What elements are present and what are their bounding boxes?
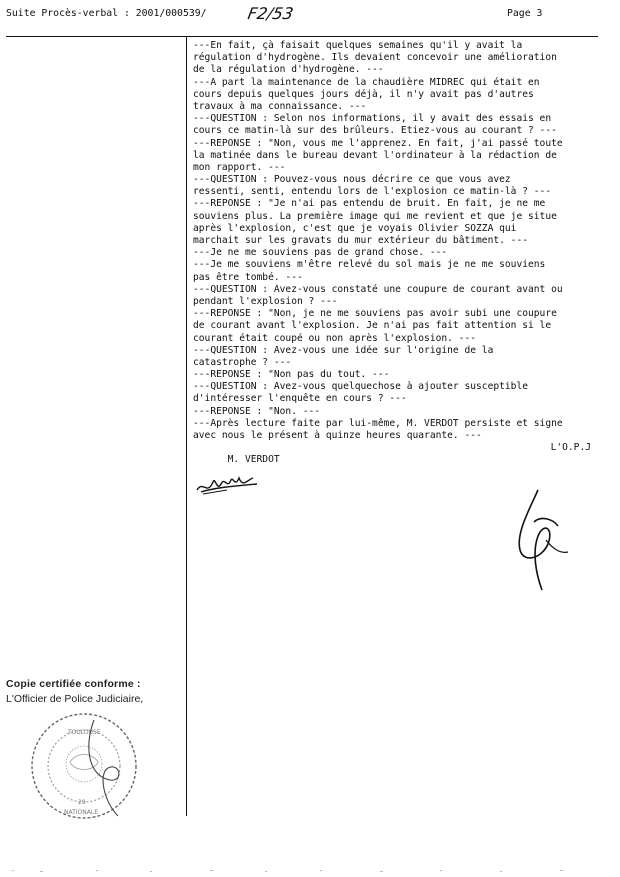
statement-line: avec nous le présent à quinze heures quarante. --- (193, 430, 482, 441)
statement-line: catastrophe ? --- (193, 356, 292, 368)
scan-noise (0, 868, 620, 874)
statement-line: de la régulation d'hydrogène. --- (193, 64, 384, 76)
statement-line: ---REPONSE : "Non, vous me l'apprenez. En fait, j'ai passé toute (193, 137, 563, 149)
statement-line: ---REPONSE : "Non, je ne me souviens pas avoir subi une coupure (193, 308, 557, 320)
svg-text:29: 29 (78, 799, 86, 806)
statement-line: cours depuis quelques jours déjà, il n'y avait pas d'autres (193, 88, 534, 100)
statement-line: ---QUESTION : Selon nos informations, il y avait des essais en (193, 113, 552, 125)
opj-signature (498, 482, 578, 602)
page-number: Page 3 (507, 8, 543, 19)
statement-line: mon rapport. --- (193, 161, 286, 173)
statement-line: pas être tombé. --- (193, 271, 303, 283)
statement-line: de courant avant l'explosion. Je n'ai pas fait attention si le (193, 320, 552, 332)
statement-line: après l'explosion, c'est que je voyais Olivier SOZZA qui (193, 222, 517, 234)
header-reference: Suite Procès-verbal : 2001/000539/ (6, 8, 207, 19)
statement-line: ---Après lecture faite par lui-même, M. VERDOT persiste et signe (193, 417, 563, 429)
statement-line: ---REPONSE : "Non pas du tout. --- (193, 369, 390, 381)
statement-line: souviens plus. La première image qui me revient et que je situe (193, 210, 557, 222)
statement-line: la matinée dans le bureau devant l'ordinateur à la rédaction de (193, 149, 557, 161)
statement-line: ressenti, senti, entendu lors de l'explosion ce matin-là ? --- (193, 186, 552, 198)
handwritten-page-reference: F2/53 (246, 4, 295, 23)
certification-officer: L'Officier de Police Judiciaire, (6, 693, 144, 705)
official-stamp-seal (24, 706, 144, 826)
statement-line: d'intéresser l'enquête en cours ? --- (193, 393, 407, 405)
svg-text:TOULOUSE: TOULOUSE (68, 729, 101, 736)
signatory-row (193, 442, 603, 466)
statement-line: ---QUESTION : Avez-vous quelquechose à ajouter susceptible (193, 381, 529, 393)
statement-line: pendant l'explosion ? --- (193, 295, 338, 307)
statement-line: ---En fait, çà faisait quelques semaines qu'il y avait la (193, 40, 523, 51)
margin-rule (186, 36, 187, 816)
statement-line: ---Je me souviens m'être relevé du sol mais je ne me souviens (193, 259, 546, 271)
statement-line: travaux à ma connaissance. --- (193, 100, 367, 112)
svg-text:NATIONALE: NATIONALE (64, 809, 99, 816)
statement-line: marchait sur les gravats du mur extérieur du bâtiment. --- (193, 235, 529, 246)
certification-title: Copie certifiée conforme : (6, 678, 141, 690)
statement-line: ---A part la maintenance de la chaudière MIDREC qui était en (193, 76, 540, 88)
statement-line: ---QUESTION : Pouvez-vous nous décrire ce que vous avez (193, 174, 511, 186)
signatory-left: M. VERDOT (227, 454, 280, 466)
signatory-right: L'O.P.J (550, 442, 591, 454)
statement-line: ---Je ne me souviens pas de grand chose. --- (193, 247, 448, 259)
statement-text (193, 40, 603, 466)
statement-line: régulation d'hydrogène. Ils devaient concevoir une amélioration (193, 52, 557, 64)
statement-line: ---REPONSE : "Non. --- (193, 405, 321, 417)
statement-line: ---QUESTION : Avez-vous constaté une coupure de courant avant ou (193, 283, 563, 295)
statement-line: ---QUESTION : Avez-vous une idée sur l'origine de la (193, 344, 494, 356)
statement-line: cours ce matin-là sur des brûleurs. Etiez-vous au courant ? --- (193, 125, 557, 137)
statement-line: courant était coupé ou non après l'explosion. --- (193, 332, 477, 344)
statement-line: ---REPONSE : "Je n'ai pas entendu de bruit. En fait, je ne me (193, 198, 546, 210)
verdot-signature (193, 470, 263, 500)
statement-lines (193, 40, 603, 442)
header-rule (6, 36, 598, 37)
